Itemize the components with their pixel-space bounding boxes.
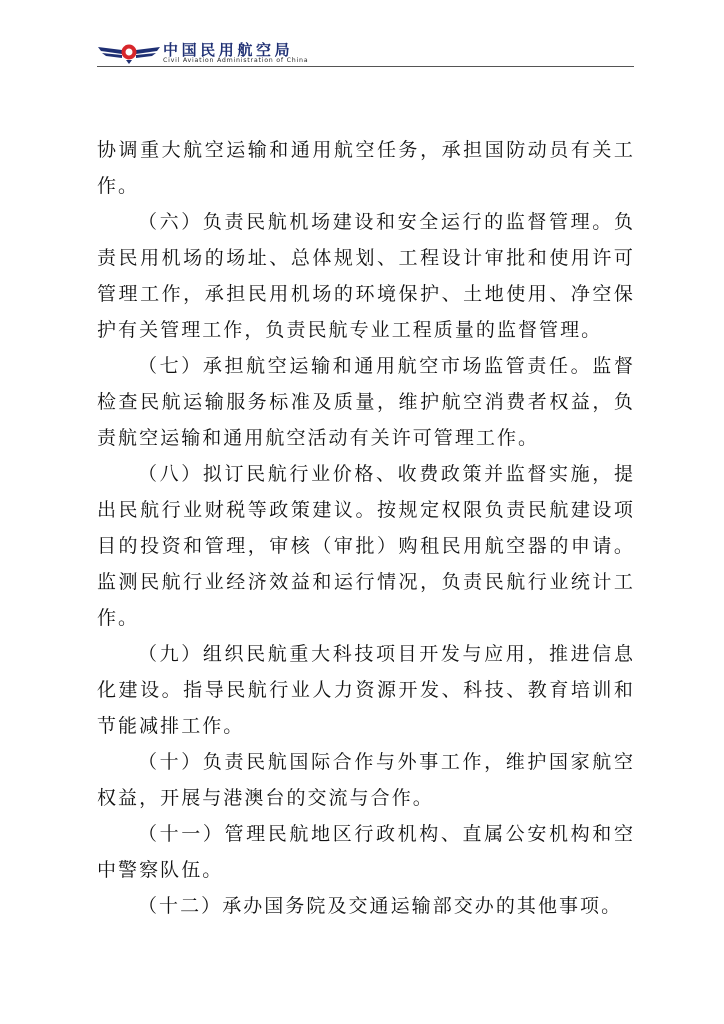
page-header xyxy=(97,36,634,68)
caac-wings-emblem-icon xyxy=(97,38,161,64)
paragraph-continuation: 协调重大航空运输和通用航空任务，承担国防动员有关工作。 xyxy=(97,139,635,197)
organization-name: 中国民用航空局 xyxy=(163,41,294,59)
paragraph-item-7: （七）承担航空运输和通用航空市场监管责任。监督检查民航运输服务标准及质量，维护航空消费者权益，负责航空运输和通用航空活动有关许可管理工作。 xyxy=(97,355,635,449)
header-divider xyxy=(97,66,634,67)
paragraph-item-11: （十一）管理民航地区行政机构、直属公安机构和空中警察队伍。 xyxy=(97,823,635,881)
paragraph-item-9: （九）组织民航重大科技项目开发与应用，推进信息化建设。指导民航行业人力资源开发、科技、教育培训和节能减排工作。 xyxy=(97,643,635,737)
organization-name-english: Civil Aviation Administration of China xyxy=(163,57,309,64)
document-body xyxy=(97,132,635,924)
paragraph-item-8: （八）拟订民航行业价格、收费政策并监督实施，提出民航行业财税等政策建议。按规定权限负责民航建设项目的投资和管理，审核（审批）购租民用航空器的申请。监测民航行业经济效益和运行情况，负责民航行业统计工作。 xyxy=(97,463,635,629)
paragraph-item-6: （六）负责民航机场建设和安全运行的监督管理。负责民用机场的场址、总体规划、工程设计审批和使用许可管理工作，承担民用机场的环境保护、土地使用、净空保护有关管理工作，负责民航专业工程质量的监督管理。 xyxy=(97,211,635,341)
paragraph-item-10: （十）负责民航国际合作与外事工作，维护国家航空权益，开展与港澳台的交流与合作。 xyxy=(97,751,635,809)
paragraph-item-12: （十二）承办国务院及交通运输部交办的其他事项。 xyxy=(138,895,623,917)
